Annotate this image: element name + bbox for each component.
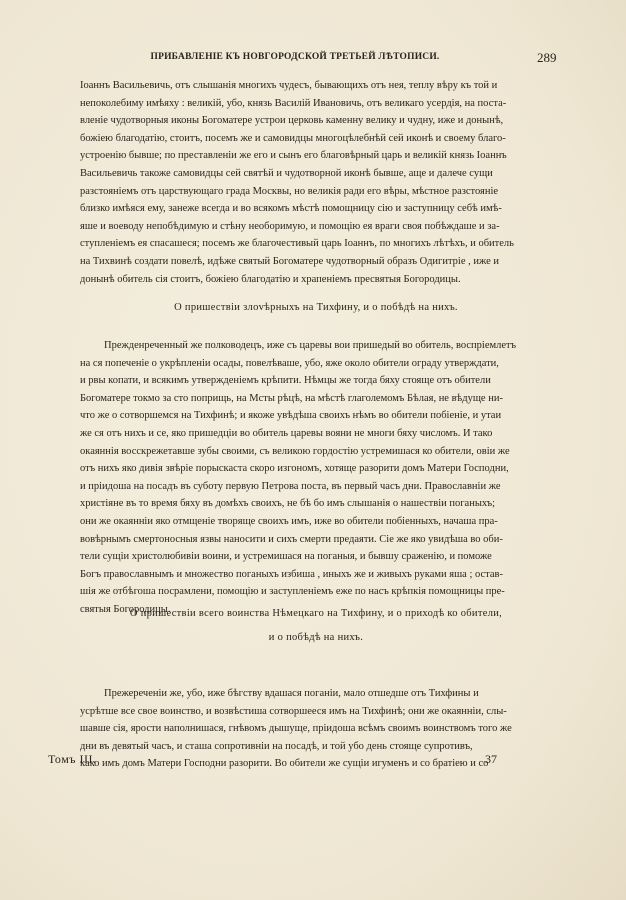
text-line: Богъ православнымъ и множество поганыхъ избиша , иныхъ же и живыхъ руками яша ; остав- [80,568,503,580]
text-line: дни въ девятый часъ, и сташа сопротивніи на посадѣ, и той убо день стояще супротивъ, [80,740,473,752]
section-title-continued: и о побѣдѣ на нихъ. [268,632,364,643]
text-line: разстояніемъ отъ царствующаго града Москвы, но великія ради его вѣры, мѣстное разстояніе [80,185,499,197]
volume-mark: Томъ III. [48,752,97,766]
text-line: Іоаннъ Васильевичь, отъ слышанія многихъ чудесъ, бывающихъ отъ нея, теплу вѣру къ той и [80,80,498,91]
text-line: усрѣтше все свое воинство, и возвѣстиша сотворшееся имъ на Тихфинѣ; они же окаянніи, слы- [80,705,507,717]
text-line: како имъ домъ Матери Господни разорити. Во обители же сущіи игуменъ и со братіею и со [80,758,489,770]
text-line: Богоматере токмо за сто поприщь, на Мсты рѣцѣ, на мѣстѣ глаголемомъ Бѣлая, не вѣдуще ни- [80,392,503,404]
section-title: О пришествіи злovѣрныхъ на Тихфину, и о побѣдѣ на нихъ. [174,302,458,313]
text-line: вовѣрнымъ смертоносныя язвы наносити и сихъ смерти предаяти. Сіе же яко увидѣша во оби- [80,533,503,545]
text-line: окаяннія восскрежетавше зубы своими, съ великою гордостію устремишася ко обители, овіи же [80,445,510,457]
page-number: 289 [537,50,557,65]
text-line: тели сущіи христолюбивіи воини, и устремишася на поганыя, и бывшу сраженію, и поможе [80,551,492,563]
text-line: ступленіемъ ея спасашеся; посемъ же благочестивый царь Іоаннъ, по многихъ лѣтѣхъ, и обитель [80,238,514,250]
section-title: О пришествіи всего воинства Нѣмецкаго на Тихфину, и о приходѣ ко обители, [129,608,503,619]
text-line: же ся отъ нихъ и се, яко пришедціи во обитель царевы вояни не многи бяху числомъ. И тако [80,427,493,439]
text-line: что же о сотворшемся на Тихфинѣ; и якоже увѣдѣша своихъ нѣмъ во обители побіеніе, и утаи [80,410,502,422]
text-line: устроенію бывше; по преставленіи же его и сынъ его благовѣрный царь и великій князь Іоаннъ [80,150,507,162]
text-line: они же окаянніи яко отмщеніе творяще своихъ имъ, иже во обители побіенныхъ, начаша пра- [80,515,498,527]
running-header: ПРИБАВЛЕНІЕ КЪ НОВГОРОДСКОЙ ТРЕТЬЕЙ ЛѢТОПИСИ. [150,52,440,62]
text-line: вленіе чудотворныя иконы Богоматере устрои церковь каменну велику и чудну, иже и донынѣ, [80,115,504,127]
text-line: отъ нихъ яко дивія звѣріе порыскаста скоро изгономъ, хотяще разорити домъ Матери Господни, [80,463,509,475]
text-line: и рвы копати, и всякимъ утвержденіемъ крѣпити. Нѣмцы же тогда бяху стояще отъ обители [80,375,491,387]
paragraph-section1 [80,337,552,619]
text-line: Прежденреченный же полководецъ, иже съ царевы вои пришедый во обитель, воспріемлетъ [104,340,517,351]
text-line: божіею благодатію, стоитъ, посемъ же и самовидцы многоцѣлебнѣй сей иконѣ и своему благо- [80,132,506,144]
text-line: на Тихвинѣ создати повелѣ, идѣже святый Богоматере чудотворный образъ Одигитріе , иже и [80,255,500,267]
text-line: святыя Богородицы. [80,603,171,615]
text-line: шія же отбѣгоша посрамлени, помощію и заступленіемъ еже по насъ крѣпкія помощницы пре- [80,586,505,598]
signature-mark: 37 [485,752,497,766]
text-line: близко имѣяся ему, занеже всегда и во всякомъ мѣстѣ помощницу сію и заступницу себѣ имѣ- [80,203,502,215]
text-line: Прежереченіи же, убо, иже бѣгству вдашася поганіи, мало отшедше отъ Тихфины и [104,688,479,699]
text-line: яше и воеводу непобѣдимую и стѣну необоримую, и помощію ея враги своя побѣждаше и за- [80,220,500,232]
text-line: донынѣ обитель сія стоитъ, божіею благодатію и храпеніемъ пресвятыя Богородицы. [80,273,461,285]
text-line: и пріидоша на посадъ въ суботу первую Петрова поста, въ первый часъ дни. Православніи же [80,480,501,492]
text-line: непоколебиму имѣяху : великій, убо, князь Василій Ивановичь, отъ великаго усердія, на поста- [80,97,507,109]
paragraph-continued [80,77,552,288]
text-line: Васильевичь такоже самовидцы сей святѣй и чудотворной иконѣ бывше, аще и далече сущи [80,167,493,179]
text-line: на ся попеченіе о укрѣпленіи осады, повелѣваше, убо, яже около обители ограду утверждати, [80,357,499,369]
paragraph-section2 [80,685,552,773]
text-line: шавше сія, ярости наполнишася, гнѣвомъ дышуще, пріидоша всѣмъ своимъ воинствомъ того же [80,723,512,735]
text-line: христіяне въ то время бяху въ домѣхъ своихъ, не бѣ бо имъ слышанія о нашествіи поганыхъ; [80,498,496,510]
